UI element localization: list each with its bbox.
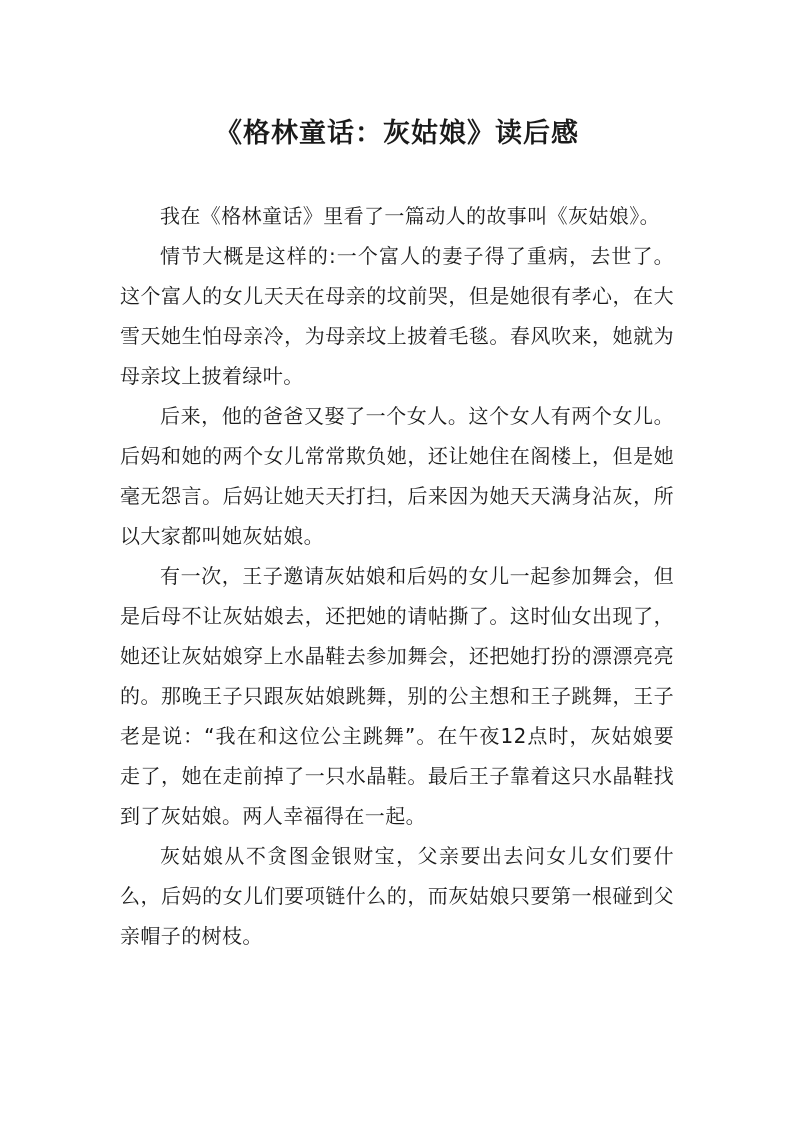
paragraph: 有一次，王子邀请灰姑娘和后妈的女儿一起参加舞会，但是后母不让灰姑娘去，还把她的请帖撕了。这时仙女出现了，她还让灰姑娘穿上水晶鞋去参加舞会，还把她打扮的漂漂亮亮的。那晚王子只跟灰姑娘跳舞，别的公主想和王子跳舞，王子老是说：“我在和这位公主跳舞”。在午夜12点时，灰姑娘要走了，她在走前掉了一只水晶鞋。最后王子靠着这只水晶鞋找到了灰姑娘。两人幸福得在一起。: [120, 564, 674, 828]
paragraph: 情节大概是这样的:一个富人的妻子得了重病，去世了。这个富人的女儿天天在母亲的坟前哭，但是她很有孝心，在大雪天她生怕母亲冷，为母亲坟上披着毛毯。春风吹来，她就为母亲坟上披着绿叶。: [120, 244, 674, 388]
paragraph: 后来，他的爸爸又娶了一个女人。这个女人有两个女儿。后妈和她的两个女儿常常欺负她，还让她住在阁楼上，但是她毫无怨言。后妈让她天天打扫，后来因为她天天满身沾灰，所以大家都叫她灰姑娘。: [120, 404, 674, 548]
document-title: 《格林童话：灰姑娘》读后感: [215, 118, 579, 150]
document-body: [120, 196, 674, 956]
paragraph: 灰姑娘从不贪图金银财宝，父亲要出去问女儿女们要什么，后妈的女儿们要项链什么的，而灰姑娘只要第一根碰到父亲帽子的树枝。: [120, 844, 674, 948]
paragraph: 我在《格林童话》里看了一篇动人的故事叫《灰姑娘》。: [160, 204, 660, 228]
